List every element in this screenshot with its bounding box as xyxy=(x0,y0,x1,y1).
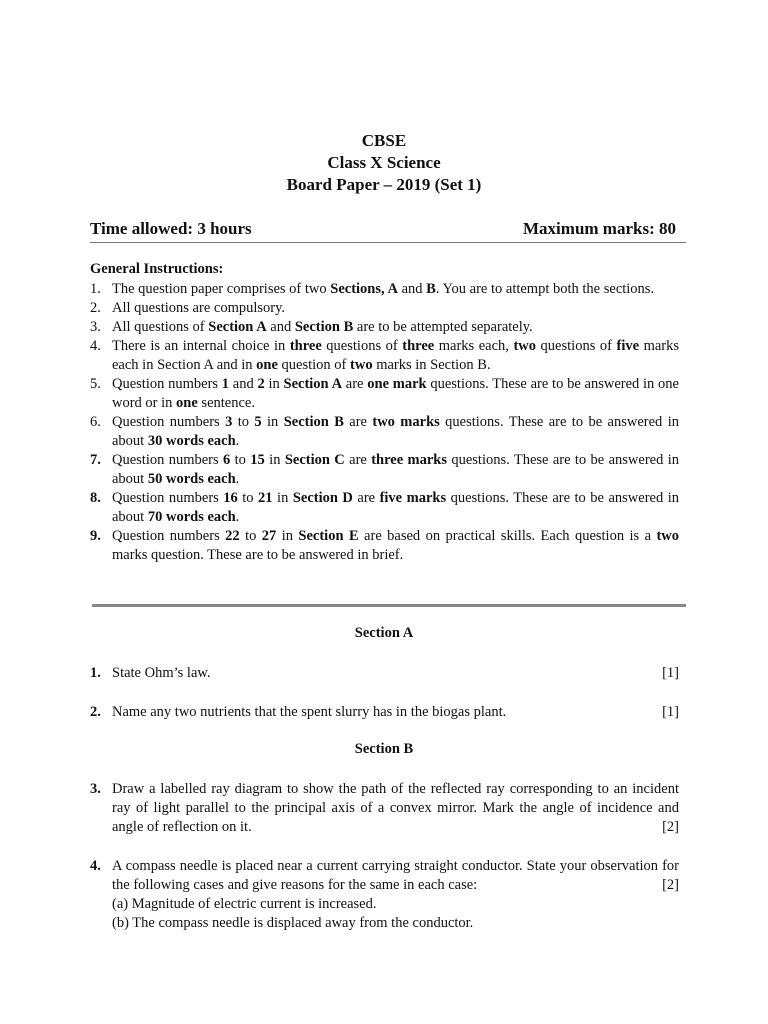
instruction-item xyxy=(90,451,679,489)
header-divider xyxy=(90,242,686,243)
instruction-item xyxy=(90,375,679,413)
instruction-number: 6. xyxy=(90,414,101,430)
question-text: A compass needle is placed near a current carrying straight conductor. State your observation for the following cases and give reasons for the same in each case: xyxy=(112,858,679,893)
question-number: 1. xyxy=(90,665,101,681)
question-part-a: (a) Magnitude of electric current is increased. xyxy=(112,896,377,912)
board-title: CBSE xyxy=(361,131,407,150)
question-2 xyxy=(90,703,679,722)
instruction-text: All questions are compulsory. xyxy=(112,300,286,316)
instruction-number: 2. xyxy=(90,300,101,316)
section-divider xyxy=(92,604,686,607)
instruction-number: 1. xyxy=(90,281,101,297)
question-marks: [2] xyxy=(662,877,679,893)
question-text: Draw a labelled ray diagram to show the path of the reflected ray corresponding to an incident ray of light parallel to the principal axis of a convex mirror. Mark the angle of incidence and angle of reflection on it. xyxy=(112,781,679,835)
question-marks: [1] xyxy=(662,665,679,681)
question-text: State Ohm’s law. xyxy=(112,665,211,681)
paper-title: Board Paper – 2019 (Set 1) xyxy=(286,175,482,194)
section-a-heading: Section A xyxy=(354,625,414,641)
question-number: 3. xyxy=(90,781,101,797)
instruction-text: Question numbers 16 to 21 in Section D are five marks questions. These are to be answered in about 70 words each. xyxy=(112,490,679,525)
instruction-item xyxy=(90,299,679,318)
instruction-text: There is an internal choice in three questions of three marks each, two questions of five marks each in Section A and in one question of two marks in Section B. xyxy=(112,338,680,373)
instruction-item xyxy=(90,489,679,527)
question-1 xyxy=(90,664,679,683)
instruction-number: 8. xyxy=(90,490,101,506)
question-number: 2. xyxy=(90,704,101,720)
class-subject-title: Class X Science xyxy=(327,153,441,172)
instruction-text: The question paper comprises of two Sections, A and B. You are to attempt both the sections. xyxy=(112,281,655,297)
instructions-list xyxy=(90,280,679,565)
instruction-item xyxy=(90,280,679,299)
instruction-item xyxy=(90,413,679,451)
instruction-item xyxy=(90,318,679,337)
instruction-text: Question numbers 22 to 27 in Section E are based on practical skills. Each question is a two marks question. These are to be answered in brief. xyxy=(112,528,680,563)
section-b-heading: Section B xyxy=(354,741,414,757)
instruction-text: Question numbers 6 to 15 in Section C are three marks questions. These are to be answered in about 50 words each. xyxy=(112,452,679,487)
instruction-text: Question numbers 1 and 2 in Section A are one mark questions. These are to be answered in one word or in one sentence. xyxy=(112,376,679,411)
instruction-number: 4. xyxy=(90,338,101,354)
time-marks-row xyxy=(90,219,676,239)
instruction-number: 9. xyxy=(90,528,101,544)
question-4 xyxy=(90,857,679,933)
instruction-text: All questions of Section A and Section B are to be attempted separately. xyxy=(112,319,533,335)
question-number: 4. xyxy=(90,858,101,874)
instruction-number: 3. xyxy=(90,319,101,335)
question-part-b: (b) The compass needle is displaced away from the conductor. xyxy=(112,915,474,931)
instructions-title: General Instructions: xyxy=(90,261,224,277)
question-3 xyxy=(90,780,679,837)
question-text: Name any two nutrients that the spent slurry has in the biogas plant. xyxy=(112,704,507,720)
instruction-text: Question numbers 3 to 5 in Section B are two marks questions. These are to be answered in about 30 words each. xyxy=(112,414,679,449)
question-marks: [1] xyxy=(662,704,679,720)
instruction-number: 5. xyxy=(90,376,101,392)
instruction-item xyxy=(90,337,679,375)
question-marks: [2] xyxy=(662,819,679,835)
instruction-number: 7. xyxy=(90,452,101,468)
maximum-marks: Maximum marks: 80 xyxy=(523,219,676,238)
time-allowed: Time allowed: 3 hours xyxy=(90,219,252,238)
instruction-item xyxy=(90,527,679,565)
